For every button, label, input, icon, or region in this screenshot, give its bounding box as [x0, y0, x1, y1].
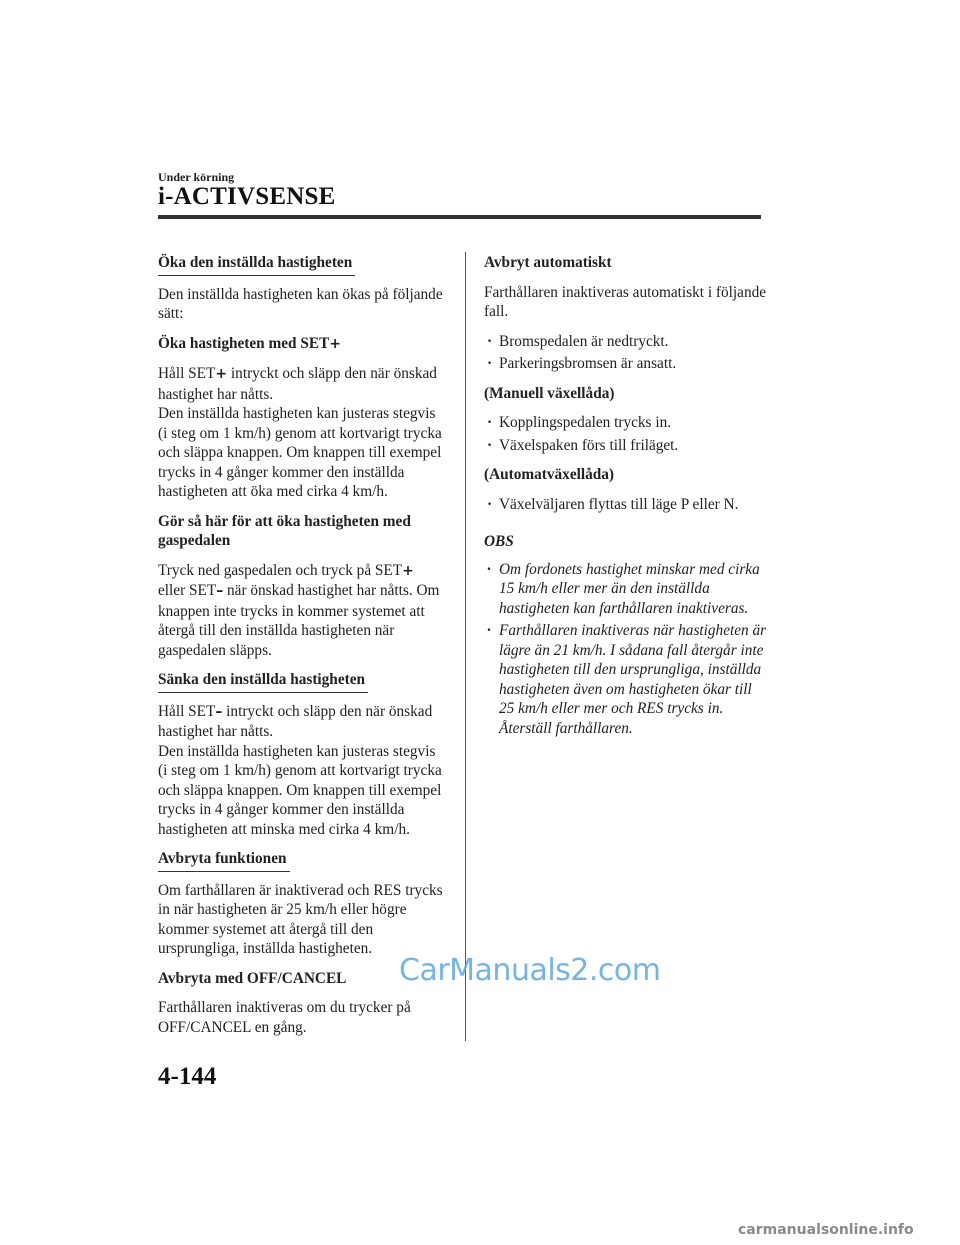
- plus-symbol: +: [215, 366, 228, 382]
- list-item: · Växelspaken förs till friläget.: [484, 436, 769, 456]
- minus-symbol: –: [216, 583, 224, 599]
- column-divider: [465, 252, 466, 1041]
- heading-decrease-speed: Sänka den inställda hastigheten: [158, 670, 368, 693]
- text: Tryck ned gaspedalen och tryck på SET: [158, 561, 403, 579]
- text: eller SET: [158, 582, 217, 599]
- paragraph-cancel-off: Farthållaren inaktiveras om du trycker på OFF/CANCEL en gång.: [158, 999, 411, 1036]
- list-automatic-transmission: [484, 495, 769, 515]
- obs-list: [484, 560, 769, 739]
- list-auto-cancel: [484, 332, 769, 374]
- text: Håll SET: [158, 365, 216, 382]
- plus-symbol: +: [402, 562, 414, 579]
- heading-auto-cancel: Avbryt automatiskt: [484, 254, 612, 271]
- paragraph-accelerator: [158, 561, 443, 661]
- text: intryckt och släpp den när önskad hastighet har nåtts.: [158, 702, 433, 740]
- page-number: 4-144: [158, 1063, 217, 1090]
- heading-automatic-transmission: (Automatväxellåda): [484, 466, 615, 483]
- right-column: [484, 253, 769, 748]
- paragraph-set-plus: [158, 364, 443, 502]
- paragraph-auto-cancel: Farthållaren inaktiveras automatiskt i följande fall.: [484, 283, 767, 320]
- section-label: Under körning: [158, 170, 235, 184]
- text: Den inställda hastigheten kan justeras stegvis (i steg om 1 km/h) genom att kortvarigt trycka och släppa knappen. Om knappen till exempel trycks in 4 gånger kommer den inställda hastigheten att öka med cirka 4 km/h.: [158, 405, 442, 500]
- minus-symbol: –: [215, 703, 223, 720]
- plus-symbol: +: [329, 335, 342, 352]
- heading-text: Öka hastigheten med SET: [158, 334, 330, 352]
- heading-increase-speed: Öka den inställda hastigheten: [158, 253, 355, 276]
- list-item: · Växelväljaren flyttas till läge P eller N.: [484, 495, 769, 515]
- chapter-title: i-ACTIVSENSE: [158, 183, 336, 210]
- list-item: · Kopplingspedalen trycks in.: [484, 413, 769, 433]
- obs-label: OBS: [484, 533, 514, 550]
- text: intryckt och släpp den när önskad hastighet har nåtts.: [158, 365, 437, 403]
- heading-increase-with-accelerator: Gör så här för att öka hastigheten med gaspedalen: [158, 512, 411, 549]
- paragraph-increase-intro: Den inställda hastigheten kan ökas på följande sätt:: [158, 285, 443, 322]
- list-item: · Parkeringsbromsen är ansatt.: [484, 354, 769, 374]
- heading-cancel-off: Avbryta med OFF/CANCEL: [158, 969, 347, 987]
- text: Den inställda hastigheten kan justeras stegvis (i steg om 1 km/h) genom att kortvarigt trycka och släppa knappen. Om knappen till exempel trycks in 4 gånger kommer den inställda hastigheten att minska med cirka 4 km/h.: [158, 742, 442, 838]
- heading-manual-transmission: (Manuell växellåda): [484, 384, 615, 402]
- list-manual-transmission: [484, 413, 769, 455]
- text: när önskad hastighet har nåtts. Om knappen inte trycks in kommer systemet att återgå till den inställda hastigheten när gaspedalen släpps.: [158, 582, 440, 659]
- heading-increase-with-set-plus: [158, 334, 443, 355]
- heading-cancel-function: Avbryta funktionen: [158, 849, 290, 872]
- paragraph-cancel-function: Om farthållaren är inaktiverad och RES trycks in när hastigheten är 25 km/h eller högre kommer systemet att återgå till den ursprungliga, inställda hastigheten.: [158, 881, 443, 957]
- title-rule: [158, 215, 761, 219]
- obs-item: · Farthållaren inaktiveras när hastigheten är lägre än 21 km/h. I sådana fall återgår inte hastigheten till den ursprungliga, inställda hastigheten även om hastigheten ökar till 25 km/h eller mer och RES trycks in. Återställ farthållaren.: [484, 621, 769, 738]
- watermark-logo: CarManuals2.com: [399, 953, 661, 988]
- text: Håll SET: [158, 702, 216, 720]
- left-column: [158, 253, 443, 1047]
- list-item: · Bromspedalen är nedtryckt.: [484, 332, 769, 352]
- paragraph-decrease: [158, 702, 443, 840]
- obs-item: · Om fordonets hastighet minskar med cirka 15 km/h eller mer än den inställda hastigheten kan farthållaren inaktiveras.: [484, 560, 769, 619]
- footer-site: carmanualsonline.info: [738, 1222, 914, 1238]
